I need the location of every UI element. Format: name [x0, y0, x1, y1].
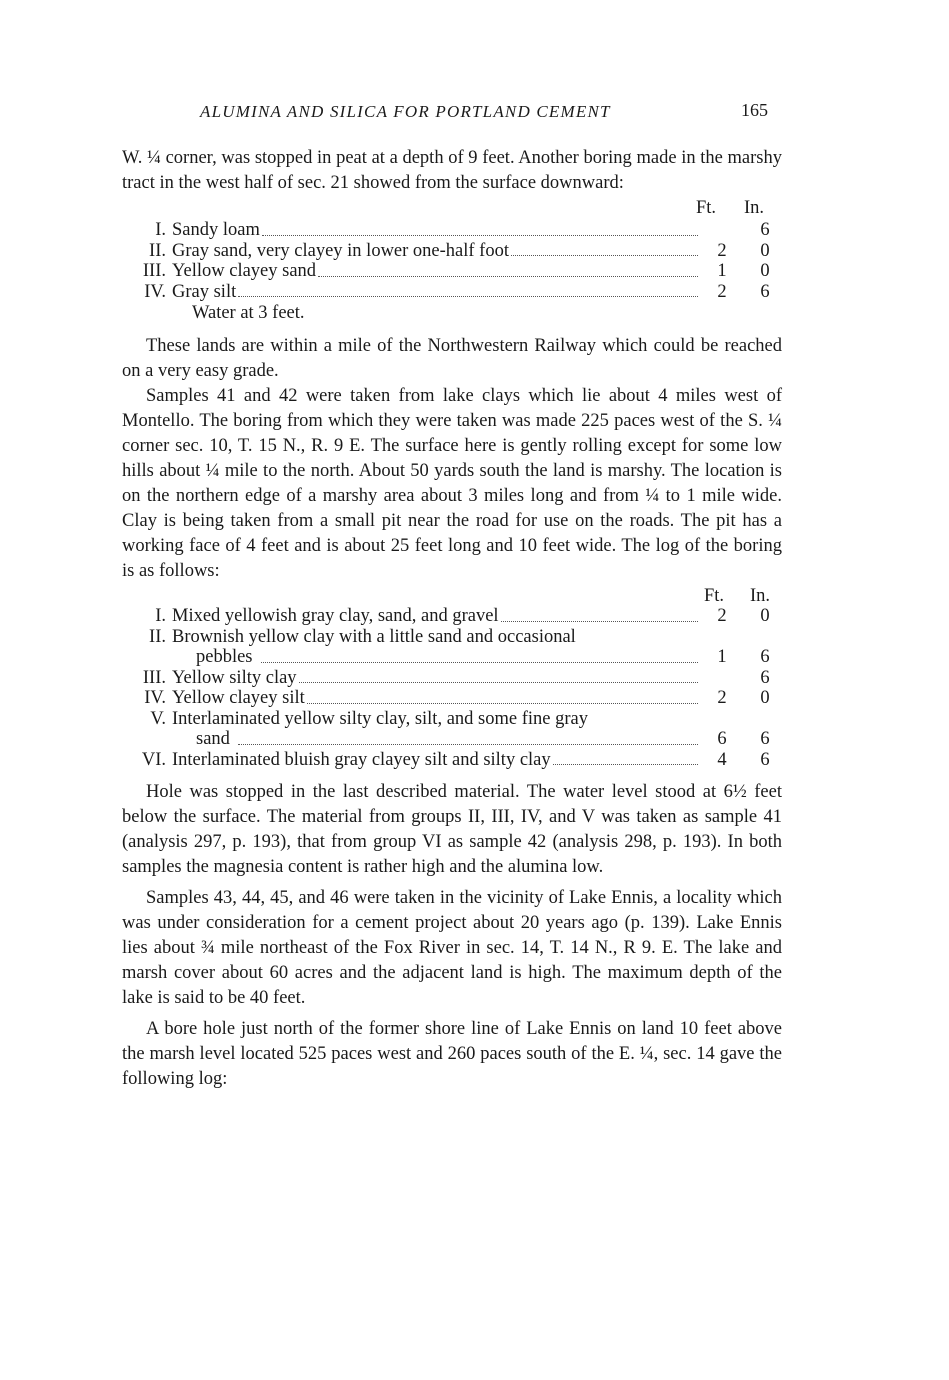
log-1-row — [122, 241, 782, 262]
log-1-row — [122, 261, 782, 282]
log-row-in: 0 — [760, 688, 770, 708]
log-row-ft: 6 — [717, 729, 727, 749]
log-2-row — [122, 627, 782, 668]
page-number: 165 — [741, 100, 768, 120]
log-row-in: 6 — [760, 647, 770, 667]
paragraph-3: Samples 41 and 42 were taken from lake clays which lie about 4 miles west of Montello. The boring from which they were taken was made 225 paces west of the S. ¼ corner sec. 10, T. 15 N., R. 9 E. The surface here is gently rolling except for some low hills about ¼ mile to the north. About 50 yards south the land is marshy. The location is on the northern edge of a marshy area about 3 miles long and from ¼ to 1 mile wide. Clay is being taken from a small pit near the road for use on the roads. The pit has a working face of 4 feet and is about 25 feet long and 10 feet wide. The log of the boring is as follows: — [122, 386, 782, 581]
log-row-in: 0 — [760, 240, 770, 261]
log-2-header — [122, 584, 782, 606]
log-2-col-in: In. — [750, 586, 771, 606]
boring-log-2 — [122, 584, 782, 770]
log-row-number: II. — [149, 240, 166, 261]
log-row-ft: 1 — [717, 647, 727, 667]
log-row-ft: 1 — [717, 261, 727, 281]
log-1-header — [122, 196, 782, 218]
boring-log-1 — [122, 196, 782, 324]
page-header — [0, 98, 949, 128]
log-row-desc: Brownish yellow clay with a little sand and occasional pebbles — [172, 627, 702, 668]
log-row-ft: 2 — [717, 240, 727, 261]
log-row-desc: Yellow silty clay — [172, 668, 702, 689]
log-2-row — [122, 606, 782, 627]
log-row-number: III. — [142, 667, 166, 688]
page-body — [122, 146, 782, 1092]
log-row-desc: Interlaminated yellow silty clay, silt, and some fine gray sand — [172, 709, 702, 750]
log-row-in: 6 — [760, 220, 770, 240]
log-1-col-in: In. — [744, 198, 765, 218]
log-row-desc: Gray sand, very clayey in lower one-half foot — [172, 241, 702, 262]
paragraph-4: Hole was stopped in the last described material. The water level stood at 6½ feet below the surface. The material from groups II, III, IV, and V was taken as sample 41 (analysis 297, p. 193), that from group VI as sample 42 (analysis 298, p. 193). In both samples the magnesia content is rather high and the alumina low. — [122, 782, 782, 877]
log-row-number: IV. — [144, 688, 166, 708]
log-row-ft: 2 — [717, 281, 727, 302]
log-row-ft: 2 — [717, 688, 727, 708]
log-row-number: III. — [142, 261, 166, 281]
log-row-in: 0 — [760, 606, 770, 626]
log-row-desc: Gray silt — [172, 282, 702, 303]
log-row-number: V. — [150, 708, 166, 729]
log-row-number: I. — [155, 606, 166, 626]
paragraph-6: A bore hole just north of the former shore line of Lake Ennis on land 10 feet above the marsh level located 525 paces west and 260 paces south of the E. ¼, sec. 14 gave the following log: — [122, 1019, 782, 1089]
paragraph-2: These lands are within a mile of the Northwestern Railway which could be reached on a very easy grade. — [122, 336, 782, 381]
log-2-col-ft: Ft. — [704, 586, 725, 606]
log-row-ft: 2 — [717, 606, 727, 626]
log-row-ft: 4 — [717, 749, 727, 770]
log-row-in: 0 — [760, 261, 770, 281]
log-2-row — [122, 668, 782, 689]
log-row-desc: Yellow clayey sand — [172, 261, 702, 282]
running-title: ALUMINA AND SILICA FOR PORTLAND CEMENT — [200, 102, 611, 121]
log-row-desc: Interlaminated bluish gray clayey silt and silty clay — [172, 750, 702, 771]
log-row-desc: Sandy loam — [172, 220, 702, 241]
log-row-in: 6 — [760, 749, 770, 770]
log-1-col-ft: Ft. — [696, 198, 717, 218]
log-row-in: 6 — [760, 667, 770, 688]
paragraph-1: W. ¼ corner, was stopped in peat at a depth of 9 feet. Another boring made in the marshy tract in the west half of sec. 21 showed from the surface downward: — [122, 148, 782, 193]
log-1-row — [122, 282, 782, 303]
log-2-row — [122, 750, 782, 771]
log-row-number: II. — [149, 626, 166, 647]
log-1-row — [122, 220, 782, 241]
log-row-desc: Yellow clayey silt — [172, 688, 702, 709]
log-row-number: VI. — [141, 749, 166, 770]
log-1-note: Water at 3 feet. — [192, 303, 305, 323]
log-row-number: IV. — [144, 281, 166, 302]
log-row-in: 6 — [760, 281, 770, 302]
paragraph-5: Samples 43, 44, 45, and 46 were taken in the vicinity of Lake Ennis, a locality which was under consideration for a cement project about 20 years ago (p. 139). Lake Ennis lies about ¾ mile northeast of the Fox River in sec. 14, T. 14 N., R 9. E. The lake and marsh cover about 60 acres and the adjacent land is high. The maximum depth of the lake is said to be 40 feet. — [122, 888, 782, 1008]
log-row-number: I. — [155, 220, 166, 240]
log-2-row — [122, 709, 782, 750]
log-2-row — [122, 688, 782, 709]
log-row-in: 6 — [760, 729, 770, 749]
log-row-desc: Mixed yellowish gray clay, sand, and gravel — [172, 606, 702, 627]
